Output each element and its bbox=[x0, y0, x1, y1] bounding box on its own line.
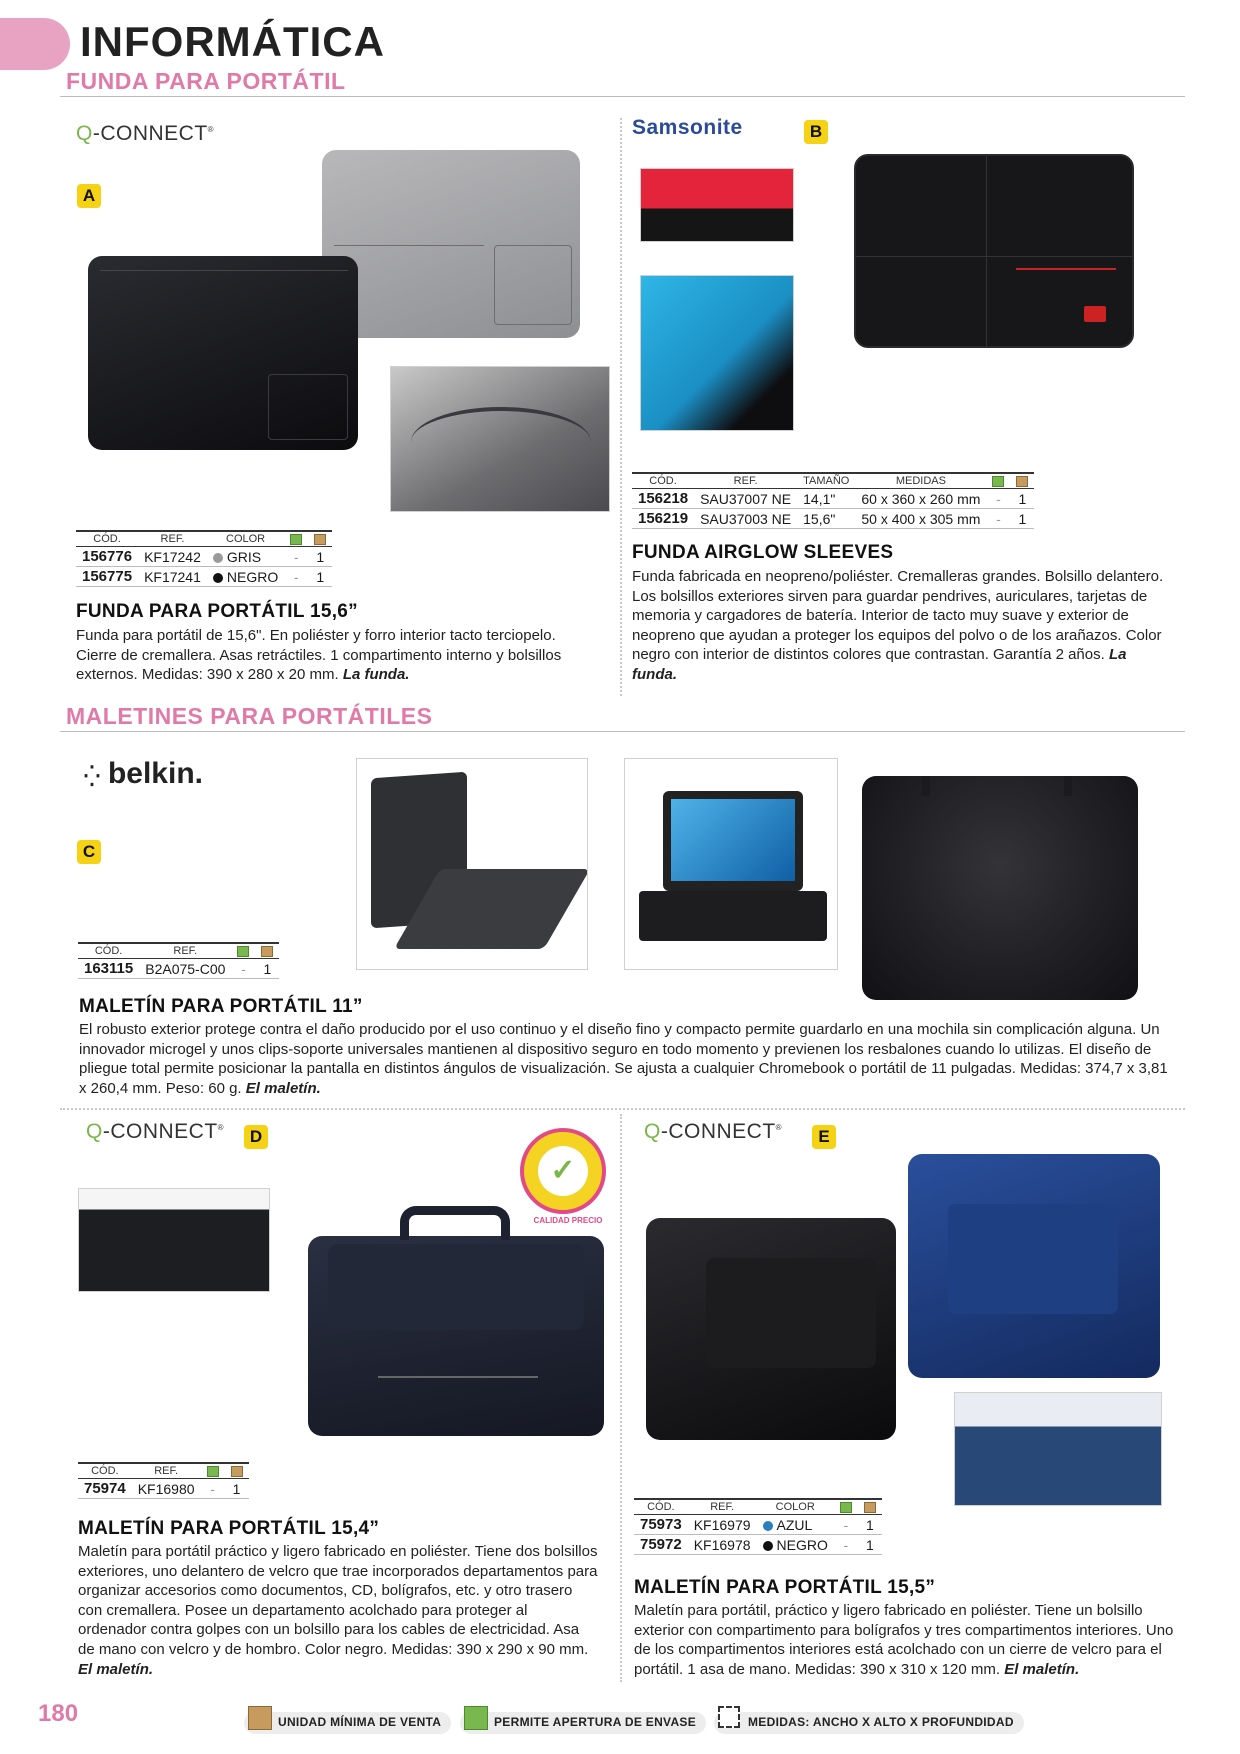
col-header-dims: MEDIDAS bbox=[855, 473, 986, 489]
color-dot-icon bbox=[213, 573, 223, 583]
description-text: Funda para portátil de 15,6". En poliéster y forro interior tacto terciopelo. Cierre de cremallera. Asas retráctiles. 1 compartimento interno y bolsillos externos. Medidas: 390 x 280 x 20 mm. bbox=[76, 627, 562, 684]
legend-text: MEDIDAS: ANCHO X ALTO X PROFUNDIDAD bbox=[748, 1715, 1014, 1729]
description-unit: El maletín. bbox=[78, 1660, 154, 1678]
cell-cod: 156775 bbox=[76, 567, 138, 587]
section-divider bbox=[60, 96, 1185, 97]
product-title: FUNDA PARA PORTÁTIL 15,6” bbox=[76, 601, 358, 622]
cell-open: - bbox=[201, 1479, 225, 1499]
product-image-black-sleeve bbox=[88, 256, 358, 450]
cell-min: 1 bbox=[858, 1515, 882, 1535]
col-header-ref: REF. bbox=[139, 943, 231, 959]
description-unit: El maletín. bbox=[1004, 1660, 1080, 1678]
col-header-min bbox=[225, 1463, 249, 1479]
cell-size: 15,6" bbox=[797, 509, 855, 529]
check-icon: ✓ bbox=[538, 1146, 588, 1196]
product-badge: A bbox=[77, 184, 101, 208]
cell-ref: B2A075-C00 bbox=[139, 959, 231, 979]
cell-color bbox=[207, 547, 284, 567]
brand-logo-qconnect: Q-CONNECT® bbox=[76, 122, 215, 145]
legend-measures bbox=[714, 1712, 1024, 1734]
cell-cod: 156776 bbox=[76, 547, 138, 567]
cell-ref: SAU37007 NE bbox=[694, 489, 797, 509]
product-description bbox=[79, 1020, 1169, 1098]
product-description bbox=[634, 1601, 1174, 1679]
col-header-min bbox=[1010, 473, 1034, 489]
open-pack-icon bbox=[840, 1502, 852, 1513]
brand-logo-samsonite: Samsonite bbox=[632, 116, 743, 139]
product-image-belkin-case bbox=[862, 776, 1138, 1000]
legend-open-pack bbox=[460, 1712, 706, 1734]
col-header-cod: CÓD. bbox=[632, 473, 694, 489]
product-image-blue-interior bbox=[640, 275, 794, 431]
legend-text: UNIDAD MÍNIMA DE VENTA bbox=[278, 1715, 442, 1729]
product-description bbox=[76, 626, 588, 685]
cell-cod: 163115 bbox=[78, 959, 139, 979]
col-header-open bbox=[231, 943, 255, 959]
col-header-ref: REF. bbox=[688, 1499, 757, 1515]
box-icon bbox=[1016, 476, 1028, 487]
cell-dims: 50 x 400 x 305 mm bbox=[855, 509, 986, 529]
color-label: AZUL bbox=[776, 1516, 813, 1533]
section-title-maletines: MALETINES PARA PORTÁTILES bbox=[66, 703, 433, 729]
cell-min: 1 bbox=[308, 547, 332, 567]
product-image-open-blue-briefcase bbox=[954, 1392, 1162, 1506]
brand-logo-qconnect: Q-CONNECT® bbox=[86, 1120, 225, 1143]
box-icon bbox=[314, 534, 326, 545]
cell-min: 1 bbox=[858, 1535, 882, 1555]
category-tab bbox=[0, 18, 70, 70]
cell-ref: KF16980 bbox=[132, 1479, 201, 1499]
product-image-blue-briefcase bbox=[908, 1154, 1160, 1378]
col-header-cod: CÓD. bbox=[78, 1463, 132, 1479]
col-header-color: COLOR bbox=[757, 1499, 834, 1515]
cell-size: 14,1" bbox=[797, 489, 855, 509]
col-header-ref: REF. bbox=[138, 531, 207, 547]
spec-table bbox=[76, 530, 332, 587]
cell-ref: KF17242 bbox=[138, 547, 207, 567]
cell-open: - bbox=[284, 567, 308, 587]
product-description bbox=[632, 567, 1167, 685]
table-row bbox=[634, 1515, 882, 1535]
cell-open: - bbox=[834, 1535, 858, 1555]
color-label: GRIS bbox=[226, 548, 262, 565]
col-header-min bbox=[858, 1499, 882, 1515]
cell-ref: SAU37003 NE bbox=[694, 509, 797, 529]
table-row bbox=[76, 547, 332, 567]
product-title: FUNDA AIRGLOW SLEEVES bbox=[632, 542, 894, 563]
column-separator bbox=[620, 1114, 622, 1682]
open-pack-icon bbox=[237, 946, 249, 957]
open-pack-icon bbox=[992, 476, 1004, 487]
product-image-black-briefcase bbox=[646, 1218, 896, 1440]
product-image-detail-handle bbox=[390, 366, 610, 512]
col-header-open bbox=[834, 1499, 858, 1515]
open-pack-icon bbox=[464, 1706, 488, 1730]
brand-logo-qconnect: Q-CONNECT® bbox=[644, 1120, 783, 1143]
col-header-open bbox=[284, 531, 308, 547]
box-icon bbox=[231, 1466, 243, 1477]
cell-ref: KF17241 bbox=[138, 567, 207, 587]
box-icon bbox=[261, 946, 273, 957]
section-divider bbox=[60, 731, 1185, 732]
cell-min: 1 bbox=[225, 1479, 249, 1499]
cell-min: 1 bbox=[1010, 509, 1034, 529]
description-unit: La funda. bbox=[632, 646, 1127, 683]
col-header-cod: CÓD. bbox=[634, 1499, 688, 1515]
product-badge: C bbox=[77, 840, 101, 864]
cell-cod: 75974 bbox=[78, 1479, 132, 1499]
product-image-laptop-in-case bbox=[624, 758, 838, 970]
briefcase-handle bbox=[400, 1206, 510, 1240]
dimensions-icon bbox=[718, 1706, 740, 1728]
legend-text: PERMITE APERTURA DE ENVASE bbox=[494, 1715, 697, 1729]
page-number: 180 bbox=[38, 1700, 79, 1727]
description-text: Maletín para portátil, práctico y ligero fabricado en poliéster. Tiene un bolsillo exterior con compartimento para bolígrafos y tres compartimentos interiores. Uno de los compartimentos interiores está acolchado con un cierre de velcro para el portátil. 1 asa de mano. Medidas: 390 x 310 x 120 mm. bbox=[634, 1602, 1174, 1678]
col-header-color: COLOR bbox=[207, 531, 284, 547]
spec-table bbox=[632, 472, 1034, 529]
cell-ref: KF16978 bbox=[688, 1535, 757, 1555]
description-text: Maletín para portátil práctico y ligero fabricado en poliéster. Tiene dos bolsillos exteriores, uno delantero de velcro que trae incorporados departamentos para organizar accesorios como documentos, CD, bolígrafos, etc. y otro trasero con cremallera. Posee un departamento acolchado para proteger al ordenador contra golpes con un bolsillo para los cables de electricidad. Asa de mano con velcro y de hombro. Color negro. Medidas: 390 x 290 x 90 mm. bbox=[78, 1543, 598, 1658]
product-badge: E bbox=[812, 1125, 836, 1149]
product-image-grey-sleeve bbox=[322, 150, 580, 338]
cell-cod: 75972 bbox=[634, 1535, 688, 1555]
spec-table bbox=[78, 1462, 249, 1499]
table-row bbox=[634, 1535, 882, 1555]
description-unit: El maletín. bbox=[245, 1079, 321, 1097]
product-image-navy-briefcase bbox=[308, 1236, 604, 1436]
col-header-min bbox=[308, 531, 332, 547]
cell-open: - bbox=[986, 509, 1010, 529]
category-title: INFORMÁTICA bbox=[80, 18, 385, 65]
description-text: El robusto exterior protege contra el daño producido por el uso continuo y el diseño fino y compacto permite guardarlo en una mochila sin complicación alguna. Un innovador microgel y unos clips-soporte universales mantienen al dispositivo seguro en todo momento y previenen los resbalones cuando lo utilizas. El diseño de pliegue total permite posicionar la pantalla en distintos ángulos de visualización. Se ajusta a cualquier Chromebook o portátil de 11 pulgadas. Medidas: 374,7 x 3,81 x 260,4 mm. Peso: 60 g. bbox=[79, 1021, 1168, 1097]
description-text: Funda fabricada en neopreno/poliéster. Cremalleras grandes. Bolsillo delantero. Los bolsillos exteriores sirven para guardar pendrives, auriculares, tarjetas de memoria y cargadores de batería. Interior de tacto muy suave y exterior de neopreno que ayudan a proteger los equipos del polvo o de los arañazos. Color negro con interior de distintos colores que contrastan. Garantía 2 años. bbox=[632, 568, 1164, 664]
cell-min: 1 bbox=[1010, 489, 1034, 509]
column-separator bbox=[620, 118, 622, 696]
product-image-handle-detail bbox=[78, 1188, 270, 1292]
cell-dims: 60 x 360 x 260 mm bbox=[855, 489, 986, 509]
product-title: MALETÍN PARA PORTÁTIL 15,4” bbox=[78, 1518, 380, 1539]
section-title-funda: FUNDA PARA PORTÁTIL bbox=[66, 68, 346, 94]
product-badge: D bbox=[244, 1125, 268, 1149]
calidad-precio-seal bbox=[520, 1128, 606, 1214]
col-header-open bbox=[986, 473, 1010, 489]
cell-color bbox=[207, 567, 284, 587]
cell-cod: 156218 bbox=[632, 489, 694, 509]
cell-color bbox=[757, 1515, 834, 1535]
table-row bbox=[632, 489, 1034, 509]
table-row bbox=[78, 959, 279, 979]
open-pack-icon bbox=[290, 534, 302, 545]
cell-min: 1 bbox=[255, 959, 279, 979]
col-header-size: TAMAÑO bbox=[797, 473, 855, 489]
legend-min-sale bbox=[244, 1712, 451, 1734]
box-icon bbox=[864, 1502, 876, 1513]
seal-text: CALIDAD PRECIO bbox=[533, 1216, 603, 1225]
row-separator bbox=[60, 1108, 1185, 1110]
col-header-cod: CÓD. bbox=[76, 531, 138, 547]
cell-open: - bbox=[834, 1515, 858, 1535]
cell-color bbox=[757, 1535, 834, 1555]
description-unit: La funda. bbox=[342, 666, 410, 684]
table-row bbox=[632, 509, 1034, 529]
cell-cod: 75973 bbox=[634, 1515, 688, 1535]
cell-min: 1 bbox=[308, 567, 332, 587]
col-header-open bbox=[201, 1463, 225, 1479]
cell-open: - bbox=[284, 547, 308, 567]
brand-logo-belkin bbox=[84, 757, 203, 791]
color-dot-icon bbox=[763, 1521, 773, 1531]
product-image-open-case bbox=[356, 758, 588, 970]
product-title: MALETÍN PARA PORTÁTIL 15,5” bbox=[634, 1577, 936, 1598]
color-label: NEGRO bbox=[226, 568, 279, 585]
col-header-ref: REF. bbox=[694, 473, 797, 489]
color-dot-icon bbox=[213, 553, 223, 563]
cell-ref: KF16979 bbox=[688, 1515, 757, 1535]
open-pack-icon bbox=[207, 1466, 219, 1477]
col-header-min bbox=[255, 943, 279, 959]
product-description bbox=[78, 1542, 598, 1679]
product-badge: B bbox=[804, 120, 828, 144]
brand-text: belkin. bbox=[107, 757, 203, 790]
col-header-cod: CÓD. bbox=[78, 943, 139, 959]
color-dot-icon bbox=[763, 1541, 773, 1551]
product-image-airglow-sleeve bbox=[854, 154, 1134, 348]
belkin-dots-icon: ⁛ bbox=[84, 766, 98, 788]
color-label: NEGRO bbox=[776, 1536, 828, 1553]
spec-table bbox=[78, 942, 279, 979]
cell-cod: 156219 bbox=[632, 509, 694, 529]
product-image-red-interior bbox=[640, 168, 794, 242]
spec-table bbox=[634, 1498, 882, 1555]
box-icon bbox=[248, 1706, 272, 1730]
table-row bbox=[76, 567, 332, 587]
product-title: MALETÍN PARA PORTÁTIL 11” bbox=[79, 996, 363, 1017]
table-row bbox=[78, 1479, 249, 1499]
cell-open: - bbox=[231, 959, 255, 979]
col-header-ref: REF. bbox=[132, 1463, 201, 1479]
cell-open: - bbox=[986, 489, 1010, 509]
